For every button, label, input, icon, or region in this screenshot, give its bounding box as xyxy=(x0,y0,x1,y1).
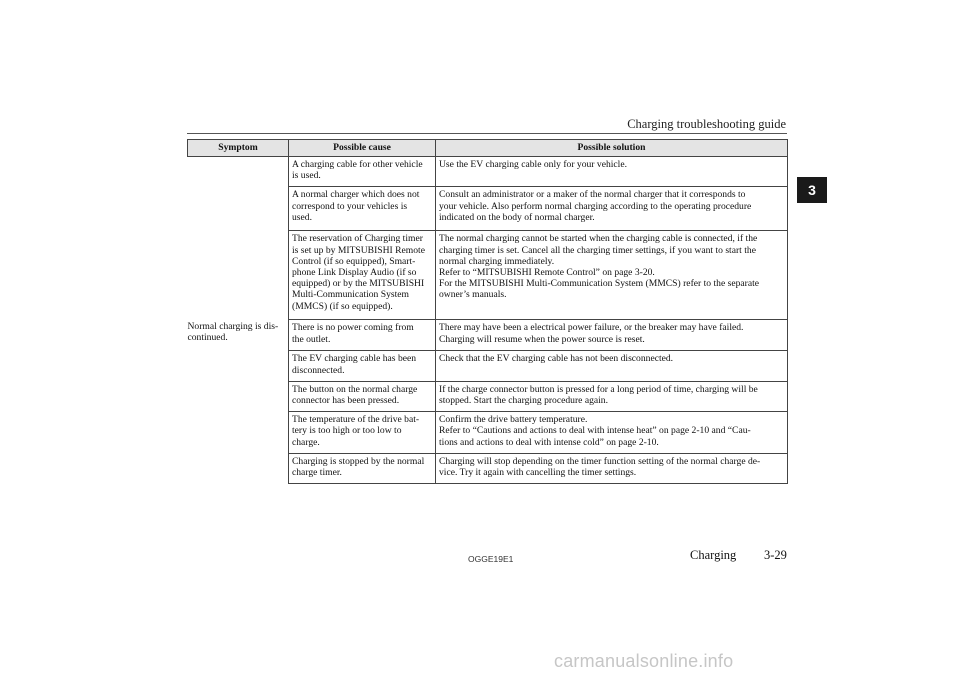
page-header-title: Charging troubleshooting guide xyxy=(627,117,786,131)
header-possible-cause: Possible cause xyxy=(289,140,436,157)
table-header-row xyxy=(188,140,788,157)
solution-cell: Check that the EV charging cable has not been disconnected. xyxy=(436,351,788,381)
cause-cell: Charging is stopped by the normal charge timer. xyxy=(289,453,436,483)
solution-cell: Consult an administrator or a maker of the normal charger that it corresponds to your vehicle. Also perform normal charging according to the operating procedure indicated on the body of normal charger. xyxy=(436,187,788,231)
cause-cell: A normal charger which does not correspond to your vehicles is used. xyxy=(289,187,436,231)
troubleshooting-table xyxy=(187,139,788,484)
symptom-cell-empty xyxy=(188,157,289,320)
table-row xyxy=(188,157,788,187)
page-number: 3-29 xyxy=(764,548,787,562)
solution-cell: Charging will stop depending on the timer function setting of the normal charge de- vice. Try it again with cancelling the timer settings. xyxy=(436,453,788,483)
symptom-cell: Normal charging is dis- continued. xyxy=(187,320,279,344)
header-symptom: Symptom xyxy=(188,140,289,157)
solution-cell: The normal charging cannot be started when the charging cable is connected, if the charging timer is set. Cancel all the charging timer settings, if you want to start the normal charging immediately. Refer to “MITSUBISHI Remote Control” on page 3-20. For the MITSUBISHI Multi-Communication System (MMCS) refer to the separate owner’s manuals. xyxy=(436,231,788,320)
cause-cell: The reservation of Charging timer is set up by MITSUBISHI Remote Control (if so equipped), Smart- phone Link Display Audio (if so equipped) or by the MITSUBISHI Multi-Communication System (MMCS) (if so equipped). xyxy=(289,231,436,320)
cause-cell: There is no power coming from the outlet. xyxy=(289,320,436,351)
cause-cell: The EV charging cable has been disconnected. xyxy=(289,351,436,381)
table-row xyxy=(188,320,788,351)
footer-section-name: Charging xyxy=(690,548,737,562)
solution-cell: Confirm the drive battery temperature. Refer to “Cautions and actions to deal with intense heat” on page 2-10 and “Cau- tions and actions to deal with intense cold” on page 2-10. xyxy=(436,412,788,454)
solution-cell: Use the EV charging cable only for your vehicle. xyxy=(436,157,788,187)
header-rule xyxy=(187,133,787,134)
chapter-tab: 3 xyxy=(797,177,827,203)
cause-cell: The temperature of the drive bat- tery is too high or too low to charge. xyxy=(289,412,436,454)
watermark: carmanualsonline.info xyxy=(554,651,734,671)
solution-cell: There may have been a electrical power failure, or the breaker may have failed. Charging will resume when the power source is reset. xyxy=(436,320,788,351)
document-code: OGGE19E1 xyxy=(468,554,514,564)
cause-cell: The button on the normal charge connector has been pressed. xyxy=(289,381,436,411)
header-possible-solution: Possible solution xyxy=(436,140,788,157)
solution-cell: If the charge connector button is pressed for a long period of time, charging will be stopped. Start the charging procedure again. xyxy=(436,381,788,411)
cause-cell: A charging cable for other vehicle is used. xyxy=(289,157,436,187)
